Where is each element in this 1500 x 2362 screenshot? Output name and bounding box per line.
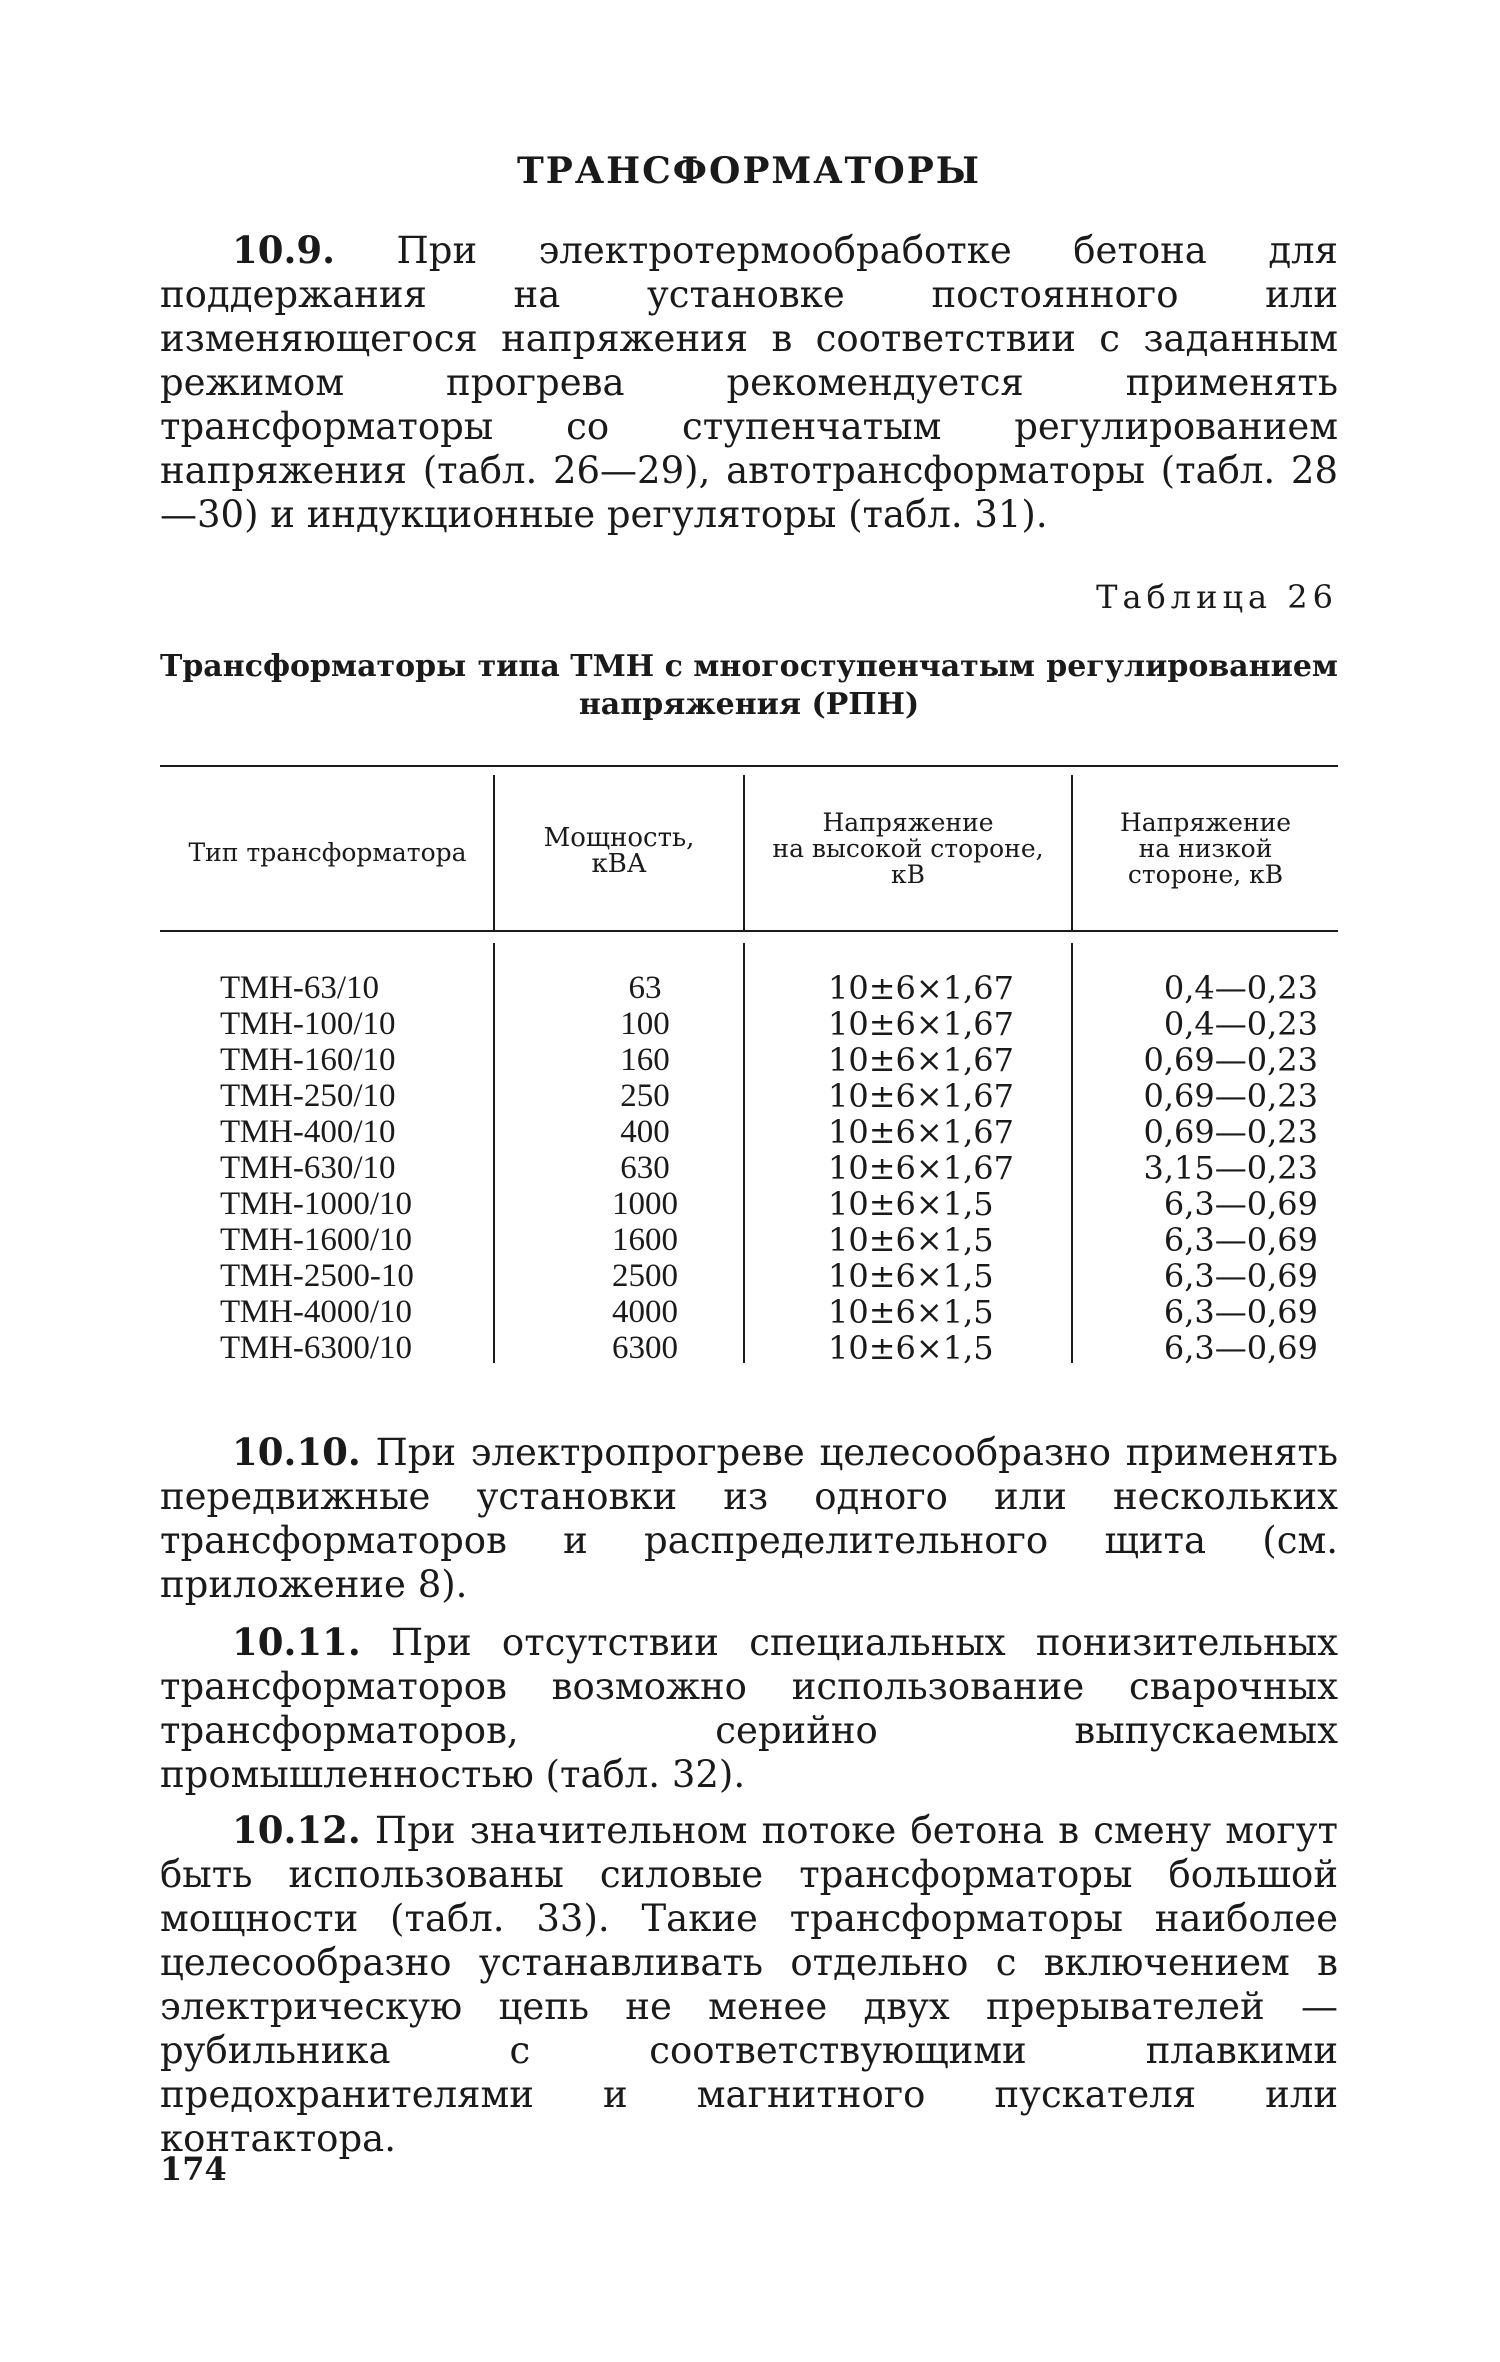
cell-low-voltage: 0,4—0,23 [1163, 969, 1318, 1007]
cell-low-voltage: 0,4—0,23 [1163, 1005, 1318, 1043]
header-power-unit: кВА [591, 849, 647, 879]
header-lv-line: на низкой [1138, 834, 1273, 863]
caption-part-2: типа ТМН с многоступенчатым [477, 649, 1035, 684]
paragraph-10-11 [160, 1620, 1338, 1797]
cell-type: ТМН-6300/10 [220, 1330, 413, 1366]
cell-type: ТМН-400/10 [220, 1114, 396, 1150]
cell-type: ТМН-1600/10 [220, 1222, 413, 1258]
table-header-rule [160, 930, 1338, 932]
header-low-voltage [1073, 810, 1338, 888]
table-label: Таблица 26 [1096, 578, 1338, 616]
book-page [160, 0, 1338, 2362]
table-top-rule [160, 765, 1338, 767]
header-hv-unit: кВ [891, 860, 925, 889]
paragraph-text: При отсутствии специальных понизительных трансформаторов возможно использование сварочных трансформаторов, серийно выпускаемых промышленностью (табл. 32). [160, 1621, 1339, 1796]
cell-high-voltage: 10±6×1,5 [828, 1221, 994, 1259]
cell-type: ТМН-63/10 [220, 970, 380, 1006]
cell-high-voltage: 10±6×1,67 [828, 1113, 1014, 1151]
cell-high-voltage: 10±6×1,5 [828, 1185, 994, 1223]
table-row [160, 1294, 1338, 1330]
cell-power: 630 [620, 1150, 670, 1186]
cell-low-voltage: 0,69—0,23 [1143, 1077, 1318, 1115]
cell-power: 1000 [612, 1186, 678, 1222]
cell-type: ТМН-2500-10 [220, 1258, 414, 1294]
paragraph-10-10 [160, 1430, 1338, 1607]
table-row [160, 1150, 1338, 1186]
cell-power: 63 [628, 970, 662, 1006]
table-row [160, 1078, 1338, 1114]
table-row [160, 1042, 1338, 1078]
header-hv-line: Напряжение [822, 808, 994, 837]
table-body [160, 970, 1338, 1366]
caption-part-1: Трансформаторы [160, 649, 467, 684]
cell-power: 400 [620, 1114, 670, 1150]
cell-high-voltage: 10±6×1,67 [828, 1005, 1014, 1043]
section-title: ТРАНСФОРМАТОРЫ [516, 150, 982, 192]
caption-line-2: напряжения (РПН) [578, 687, 920, 722]
cell-type: ТМН-4000/10 [220, 1294, 413, 1330]
cell-high-voltage: 10±6×1,67 [828, 969, 1014, 1007]
header-lv-line: стороне, кВ [1127, 860, 1284, 889]
cell-low-voltage: 0,69—0,23 [1143, 1041, 1318, 1079]
paragraph-10-9 [160, 228, 1338, 537]
header-power-line: Мощность, [543, 823, 695, 853]
header-lv-line: Напряжение [1119, 808, 1292, 837]
page-number: 174 [160, 2150, 227, 2188]
paragraph-text: При электротермообработке бетона для поддержания на установке постоянного или изменяющегося напряжения в соответствии с заданным режимом прогрева рекомендуется применять трансформаторы со ступенчатым регулированием напряжения (табл. 26—29), автотрансформаторы (табл. 28—30) и индукционные регуляторы (табл. 31). [160, 229, 1338, 536]
paragraph-number: 10.10. [232, 1430, 361, 1474]
cell-type: ТМН-1000/10 [220, 1186, 413, 1222]
cell-power: 2500 [612, 1258, 678, 1294]
table-row [160, 1330, 1338, 1366]
cell-low-voltage: 3,15—0,23 [1143, 1149, 1318, 1187]
paragraph-10-12 [160, 1808, 1338, 2161]
cell-power: 100 [620, 1006, 670, 1042]
paragraph-number: 10.11. [232, 1620, 361, 1664]
table-caption [160, 648, 1338, 724]
cell-type: ТМН-250/10 [220, 1078, 396, 1114]
cell-power: 250 [620, 1078, 670, 1114]
cell-low-voltage: 6,3—0,69 [1163, 1293, 1318, 1331]
header-type: Тип трансформатора [188, 838, 467, 867]
table-row [160, 1006, 1338, 1042]
header-hv-line: на высокой стороне, [772, 834, 1044, 863]
cell-low-voltage: 6,3—0,69 [1163, 1257, 1318, 1295]
cell-power: 6300 [612, 1330, 678, 1366]
cell-high-voltage: 10±6×1,5 [828, 1257, 994, 1295]
cell-low-voltage: 6,3—0,69 [1163, 1185, 1318, 1223]
header-high-voltage [745, 810, 1071, 888]
cell-low-voltage: 6,3—0,69 [1163, 1329, 1318, 1367]
cell-power: 4000 [612, 1294, 678, 1330]
cell-high-voltage: 10±6×1,5 [828, 1293, 994, 1331]
cell-high-voltage: 10±6×1,67 [828, 1149, 1014, 1187]
header-power [495, 825, 743, 877]
cell-type: ТМН-630/10 [220, 1150, 396, 1186]
cell-low-voltage: 0,69—0,23 [1143, 1113, 1318, 1151]
paragraph-text: При значительном потоке бетона в смену могут быть использованы силовые трансформаторы большой мощности (табл. 33). Такие трансформаторы наиболее целесообразно устанавливать отдельно с включением в электрическую цепь не менее двух прерывателей — рубильника с соответствующими плавкими предохранителями и магнитного пускателя или контактора. [160, 1809, 1338, 2160]
cell-power: 160 [620, 1042, 670, 1078]
caption-part-3: регулированием [1046, 649, 1338, 684]
paragraph-number: 10.9. [232, 228, 335, 272]
paragraph-number: 10.12. [232, 1808, 361, 1852]
table-row [160, 970, 1338, 1006]
cell-high-voltage: 10±6×1,67 [828, 1041, 1014, 1079]
table-row [160, 1258, 1338, 1294]
table-row [160, 1114, 1338, 1150]
cell-high-voltage: 10±6×1,5 [828, 1329, 994, 1367]
cell-low-voltage: 6,3—0,69 [1163, 1221, 1318, 1259]
cell-high-voltage: 10±6×1,67 [828, 1077, 1014, 1115]
cell-type: ТМН-160/10 [220, 1042, 396, 1078]
paragraph-text: При электропрогреве целесообразно применять передвижные установки из одного или нескольких трансформаторов и распределительного щита (см. приложение 8). [160, 1431, 1338, 1606]
cell-type: ТМН-100/10 [220, 1006, 396, 1042]
cell-power: 1600 [612, 1222, 678, 1258]
table-row [160, 1222, 1338, 1258]
table-row [160, 1186, 1338, 1222]
